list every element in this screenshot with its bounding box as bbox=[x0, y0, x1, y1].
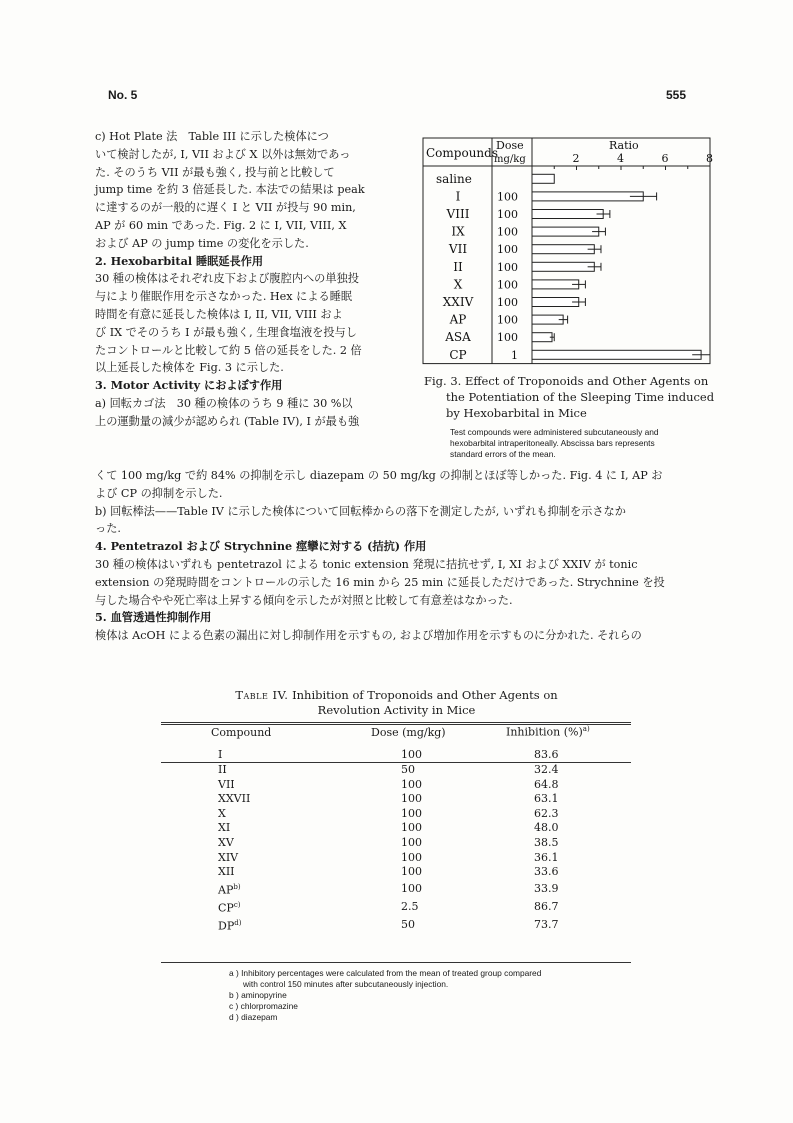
category-label: AP bbox=[449, 312, 467, 327]
cell-compound: XV bbox=[218, 835, 234, 849]
footnote-3: b ) aminopyrine bbox=[229, 990, 287, 1000]
left-col-line-10: 与により催眠作用を示さなかった. Hex による睡眠 bbox=[95, 290, 353, 304]
left-col-line-7: および AP の jump time の変化を示した. bbox=[95, 236, 309, 250]
header-inhibition-sup: a) bbox=[582, 725, 590, 734]
cell-inhibition: 86.7 bbox=[534, 899, 559, 913]
bar bbox=[532, 210, 603, 219]
header-dose-unit: mg/kg bbox=[494, 154, 526, 165]
category-label: ASA bbox=[445, 330, 471, 345]
bar bbox=[532, 298, 579, 307]
page-number: 555 bbox=[666, 88, 687, 102]
row-spacer bbox=[161, 880, 211, 898]
dose-label: 100 bbox=[497, 208, 518, 221]
cell-inhibition: 48.0 bbox=[534, 821, 559, 835]
table-row bbox=[161, 898, 631, 916]
full-line-6: 30 種の検体はいずれも pentetrazol による tonic extension 発現に拮抗せず, I, XI および XXIV が tonic bbox=[95, 557, 638, 571]
figure-caption-line-1: Fig. 3. Effect of Troponoids and Other Agents on bbox=[424, 374, 709, 388]
cell-compound: II bbox=[218, 763, 227, 776]
full-line-8: 与した場合やや死亡率は上昇する傾向を示したが対照と比較して有意差はなかった. bbox=[95, 593, 513, 607]
category-label: CP bbox=[449, 347, 467, 362]
figure-note-line-3: standard errors of the mean. bbox=[450, 449, 556, 459]
bar bbox=[532, 262, 594, 271]
table-row bbox=[161, 865, 631, 880]
cell-inhibition: 38.5 bbox=[534, 835, 559, 849]
row-spacer bbox=[161, 916, 211, 934]
left-column-text bbox=[95, 128, 405, 431]
table-row bbox=[161, 821, 631, 836]
x-tick-label: 2 bbox=[572, 152, 580, 165]
left-col-line-3: た. そのうち VII が最も強く, 投与前と比較して bbox=[95, 165, 335, 179]
cell-inhibition: 33.6 bbox=[534, 865, 559, 879]
left-col-line-1: c) Hot Plate 法 Table III に示した検体につ bbox=[95, 130, 329, 143]
cell-inhibition: 62.3 bbox=[534, 806, 559, 820]
bar bbox=[532, 315, 563, 324]
table-row bbox=[161, 778, 631, 793]
table-title-prefix: Table IV. bbox=[235, 688, 289, 702]
cell-inhibition: 36.1 bbox=[534, 850, 559, 864]
dose-label: 100 bbox=[497, 190, 518, 204]
cell-compound: I bbox=[218, 747, 223, 761]
bar bbox=[532, 192, 643, 201]
cell-dose: 100 bbox=[401, 881, 422, 895]
category-label: VIII bbox=[446, 207, 470, 221]
category-label: saline bbox=[436, 171, 472, 186]
table-row bbox=[161, 880, 631, 898]
full-line-7: extension の発現時間をコントロールの示した 16 min から 25 min に延長しただけであった. Strychnine を投 bbox=[95, 575, 665, 589]
footnote-1: a ) Inhibitory percentages were calculated from the mean of treated group compared bbox=[229, 968, 542, 978]
cell-dose: 2.5 bbox=[401, 899, 419, 913]
header-dose: Dose bbox=[496, 139, 524, 152]
row-spacer bbox=[161, 763, 211, 778]
compound-footnote-mark: d) bbox=[234, 919, 242, 928]
footnote-4: c ) chlorpromazine bbox=[229, 1001, 298, 1011]
figure-note-line-1: Test compounds were administered subcutaneously and bbox=[450, 427, 659, 437]
bar bbox=[532, 333, 552, 342]
table-row bbox=[161, 916, 631, 934]
header-compounds: Compounds bbox=[426, 146, 498, 160]
x-axis-label: Ratio bbox=[609, 139, 639, 152]
left-col-line-12: び IX でそのうち I が最も強く, 生理食塩液を投与し bbox=[95, 325, 357, 339]
left-col-line-11: 時間を有意に延長した検体は I, II, VII, VIII およ bbox=[95, 307, 343, 321]
full-line-10: 検体は AcOH による色素の漏出に対し抑制作用を示すもの, および増加作用を示すものに分かれた. それらの bbox=[95, 629, 642, 643]
left-col-line-4: jump time を約 3 倍延長した. 本法での結果は peak bbox=[95, 183, 365, 197]
table-title-line-2: Revolution Activity in Mice bbox=[317, 703, 476, 717]
category-label: IX bbox=[451, 224, 465, 239]
cell-compound: AP$^{b)}$ bbox=[218, 882, 241, 897]
cell-compound: XIV bbox=[218, 850, 239, 864]
inhibition-table bbox=[161, 723, 631, 935]
header-compound: Compound bbox=[211, 725, 272, 739]
dose-label: 100 bbox=[497, 313, 518, 327]
cell-dose: 100 bbox=[401, 747, 422, 761]
footnote-2: with control 150 minutes after subcutaneously injection. bbox=[229, 979, 449, 989]
dose-label: 100 bbox=[497, 296, 518, 309]
figure-caption-line-3: by Hexobarbital in Mice bbox=[446, 406, 587, 420]
row-spacer bbox=[161, 865, 211, 880]
cell-dose: 50 bbox=[401, 763, 415, 776]
left-col-line-17: 上の運動量の減少が認められ (Table IV), I が最も強 bbox=[95, 414, 360, 428]
cell-dose: 100 bbox=[401, 806, 422, 820]
dose-label: 100 bbox=[497, 331, 518, 345]
row-spacer bbox=[161, 807, 211, 822]
full-line-3: b) 回転棒法——Table IV に示した検体について回転棒からの落下を測定したが, いずれも抑制を示さなか bbox=[95, 504, 626, 518]
figure-caption-line-2: the Potentiation of the Sleeping Time induced bbox=[446, 390, 715, 404]
row-spacer bbox=[161, 792, 211, 807]
category-label: X bbox=[453, 277, 463, 292]
row-spacer bbox=[161, 747, 211, 763]
table-row bbox=[161, 763, 631, 778]
left-col-line-15: 3. Motor Activity におよぼす作用 bbox=[95, 378, 283, 393]
row-spacer bbox=[161, 836, 211, 851]
bar bbox=[532, 245, 594, 254]
left-col-line-16: a) 回転カゴ法 30 種の検体のうち 9 種に 30 %以 bbox=[95, 396, 353, 410]
dose-label: 100 bbox=[497, 225, 518, 239]
compound-footnote-mark: b) bbox=[233, 882, 241, 891]
figure-note bbox=[450, 427, 659, 460]
figure-3-chart bbox=[422, 136, 722, 366]
row-spacer bbox=[161, 778, 211, 793]
category-label: VII bbox=[448, 242, 468, 257]
full-line-9: 5. 血管透過性抑制作用 bbox=[95, 610, 212, 625]
category-label: I bbox=[455, 189, 461, 204]
cell-inhibition: 64.8 bbox=[534, 777, 559, 791]
table-header-rule bbox=[161, 762, 631, 763]
footnote-5: d ) diazepam bbox=[229, 1012, 278, 1022]
x-tick-label: 8 bbox=[706, 152, 713, 165]
cell-dose: 100 bbox=[401, 835, 422, 849]
cell-compound: CP$^{c)}$ bbox=[218, 901, 241, 915]
cell-compound: XI bbox=[218, 821, 231, 835]
full-line-2: よび CP の抑制を示した. bbox=[95, 486, 223, 500]
left-col-line-8: 2. Hexobarbital 睡眠延長作用 bbox=[95, 253, 264, 268]
row-spacer bbox=[161, 898, 211, 916]
category-label: II bbox=[453, 259, 463, 274]
cell-compound: DP$^{d)}$ bbox=[218, 919, 242, 933]
row-spacer bbox=[161, 821, 211, 836]
cell-dose: 100 bbox=[401, 792, 422, 806]
figure-note-line-2: hexobarbital intraperitoneally. Abscissa bars represents bbox=[450, 438, 655, 448]
table-header-row bbox=[161, 723, 631, 747]
left-col-line-5: に達するのが一般的に遅く I と VII が投与 90 min, bbox=[95, 201, 356, 215]
cell-inhibition: 63.1 bbox=[534, 792, 559, 806]
table-row bbox=[161, 807, 631, 822]
cell-compound: XII bbox=[218, 865, 235, 879]
left-col-line-2: いて検討したが, I, VII および X 以外は無効であっ bbox=[95, 147, 351, 161]
x-tick-label: 6 bbox=[661, 152, 669, 165]
journal-number: No. 5 bbox=[108, 88, 138, 102]
full-width-text bbox=[95, 467, 715, 645]
table-row bbox=[161, 851, 631, 866]
table-footnotes bbox=[229, 968, 541, 1023]
full-line-5: 4. Pentetrazol および Strychnine 痙攣に対する (拮抗) 作用 bbox=[95, 539, 427, 554]
cell-dose: 100 bbox=[401, 865, 422, 879]
full-line-4: った. bbox=[95, 522, 121, 536]
cell-inhibition: 33.9 bbox=[534, 881, 559, 895]
compound-footnote-mark: c) bbox=[233, 901, 241, 909]
figure-caption bbox=[424, 373, 724, 421]
table-bottom-rule bbox=[161, 962, 631, 963]
table-row bbox=[161, 836, 631, 851]
cell-compound: XXVII bbox=[218, 792, 251, 806]
dose-label: 100 bbox=[497, 243, 518, 257]
cell-inhibition: 32.4 bbox=[534, 763, 559, 776]
header-dose: Dose (mg/kg) bbox=[371, 725, 446, 739]
left-col-line-13: たコントロールと比較して約 5 倍の延長をした. 2 倍 bbox=[95, 343, 362, 357]
cell-inhibition: 83.6 bbox=[534, 747, 559, 761]
table-row bbox=[161, 792, 631, 807]
dose-label: 1 bbox=[511, 348, 518, 362]
header-inhibition: Inhibition (%)$^{a)}$ bbox=[506, 725, 590, 739]
row-spacer bbox=[161, 851, 211, 866]
full-line-1: くて 100 mg/kg で約 84% の抑制を示し diazepam の 50 mg/kg の抑制とほぼ等しかった. Fig. 4 に I, AP お bbox=[95, 469, 663, 482]
x-tick-label: 4 bbox=[617, 152, 624, 165]
dose-label: 100 bbox=[497, 260, 518, 274]
bar bbox=[532, 280, 579, 289]
cell-dose: 100 bbox=[401, 821, 422, 835]
cell-dose: 100 bbox=[401, 777, 422, 791]
bar bbox=[532, 350, 701, 359]
left-col-line-9: 30 種の検体はそれぞれ皮下および腹腔内への単独投 bbox=[95, 272, 359, 286]
bar bbox=[532, 227, 599, 236]
cell-inhibition: 73.7 bbox=[534, 918, 559, 932]
cell-dose: 100 bbox=[401, 850, 422, 864]
dose-label: 100 bbox=[497, 278, 518, 292]
table-title bbox=[0, 688, 793, 718]
table-row bbox=[161, 747, 631, 763]
left-col-line-6: AP が 60 min であった. Fig. 2 に I, VII, VIII, X bbox=[95, 218, 347, 232]
cell-compound: VII bbox=[218, 777, 235, 791]
left-col-line-14: 以上延長した検体を Fig. 3 に示した. bbox=[95, 361, 284, 375]
table-title-line-1: Inhibition of Troponoids and Other Agents on bbox=[292, 688, 558, 702]
bar bbox=[532, 174, 554, 183]
category-label: XXIV bbox=[442, 295, 474, 309]
cell-dose: 50 bbox=[401, 918, 415, 932]
cell-compound: X bbox=[218, 806, 226, 820]
